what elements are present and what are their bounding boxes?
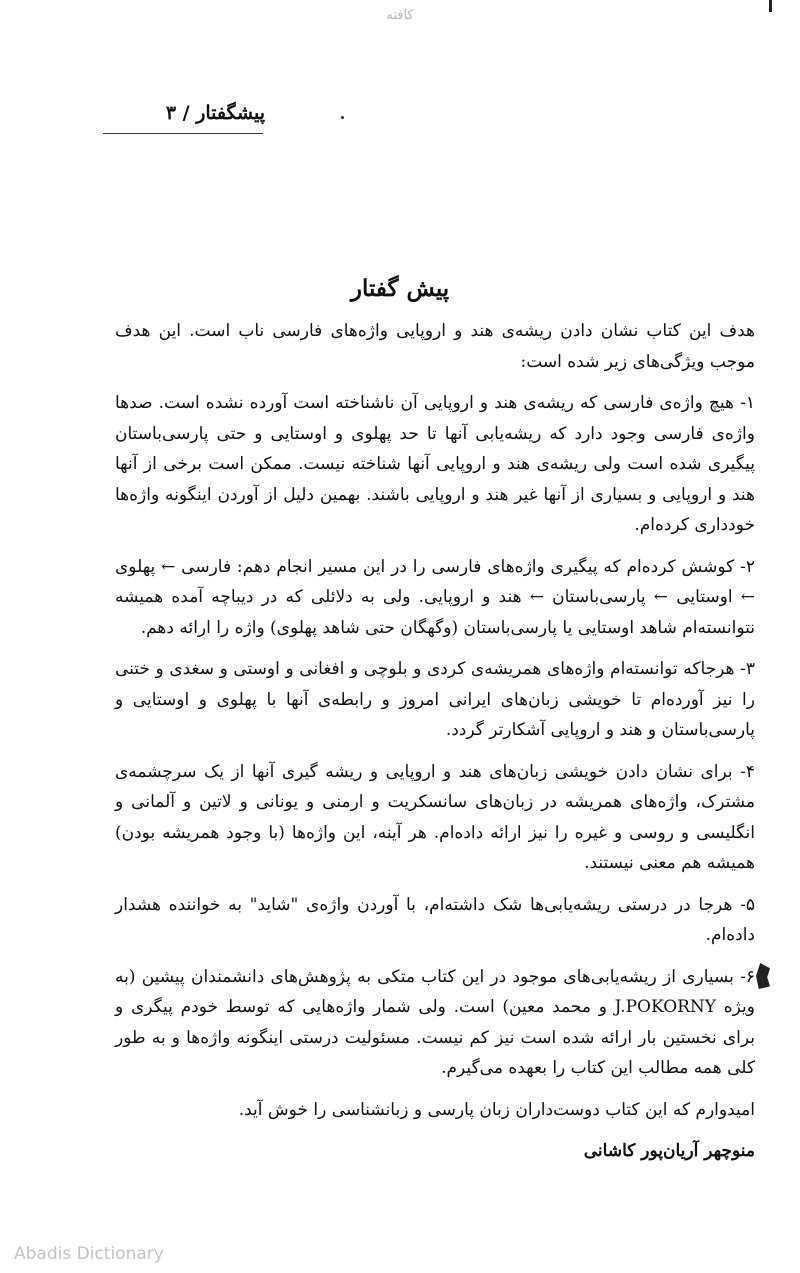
- body-text: [115, 316, 755, 1167]
- running-head-rule: [103, 133, 263, 134]
- paragraph-intro: هدف این کتاب نشان دادن ریشه‌ی هند و اروپایی واژه‌های فارسی ناب است. این هدف موجب ویژگی‌های زیر شده است:: [115, 321, 755, 372]
- paragraph-item-6: ۶- بسیاری از ریشه‌یابی‌های موجود در این کتاب متکی به پژوهش‌های دانشمندان پیشین (به ویژه J.POKORNY و محمد معین) است. ولی شمار واژه‌هایی که توسط خودم پیگری و برای نخستین بار ارائه شده است نیز کم نیست. مسئولیت درستی اینگونه واژه‌ها و به طور کلی همه مطالب این کتاب را بعهده می‌گیرم.: [115, 966, 755, 1078]
- top-watermark: کافته: [386, 8, 414, 23]
- paragraph-item-1: ۱- هیچ واژه‌ی فارسی که ریشه‌ی هند و اروپایی آن ناشناخته است آورده نشده است. صدها واژه‌ی فارسی وجود دارد که ریشه‌یابی آنها تا حد پهلوی و اوستایی و حتی پارسی‌باستان پیگیری شده است ولی ریشه‌ی هند و اروپایی آنها شناخته نیست. ممکن است برخی از آنها هند و اروپایی و بسیاری از آنها غیر هند و اروپایی باشند. بهمین دلیل از آوردن اینگونه واژه‌ها خودداری کرده‌ام.: [115, 393, 755, 535]
- bottom-watermark: Abadis Dictionary: [14, 1244, 164, 1264]
- paragraph-item-2: ۲- کوشش کرده‌ام که پیگیری واژه‌های فارسی را در این مسیر انجام دهم: فارسی ← پهلوی ← اوستایی ← پارسی‌باستان ← هند و اروپایی. ولی به دلائلی که در دیباچه آمده همیشه نتوانسته‌ام شاهد اوستایی یا پارسی‌باستان (وگهگان حتی شاهد پهلوی) واژه را ارائه دهم.: [115, 556, 755, 638]
- speck-dot: [341, 116, 344, 119]
- section-heading: پیش گفتار: [350, 275, 450, 302]
- running-head: پیشگفتار / ۳: [165, 102, 265, 124]
- paragraph-item-4: ۴- برای نشان دادن خویشی زبان‌های هند و اروپایی و ریشه گیری آنها از یک سرچشمه‌ی مشترک، واژه‌های همریشه در زبان‌های سانسکریت و ارمنی و یونانی و لاتین و آلمانی و انگلیسی و روسی و غیره را نیز ارائه داده‌ام. هر آینه، این واژه‌ها (با وجود همریشه بودن) همیشه هم معنی نیستند.: [115, 761, 755, 873]
- margin-ink-mark: [756, 963, 770, 989]
- paragraph-item-3: ۳- هرجاکه توانسته‌ام واژه‌های همریشه‌ی کردی و بلوچی و افغانی و اوستی و سغدی و ختنی را نیز آورده‌ام تا خویشی زبان‌های ایرانی امروز و رابطه‌ی آنها با پهلوی و اوستایی و پارسی‌باستان و هند و اروپایی آشکارتر گردد.: [115, 659, 755, 740]
- author-signature: منوچهر آریان‌پور کاشانی: [583, 1141, 755, 1161]
- paragraph-item-5: ۵- هرجا در درستی ریشه‌یابی‌ها شک داشته‌ام، با آوردن واژه‌ی "شاید" به خواننده هشدار داده‌ام.: [115, 894, 755, 945]
- closing-line: امیدوارم که این کتاب دوست‌داران زبان پارسی و زبانشناسی را خوش آید.: [238, 1099, 755, 1120]
